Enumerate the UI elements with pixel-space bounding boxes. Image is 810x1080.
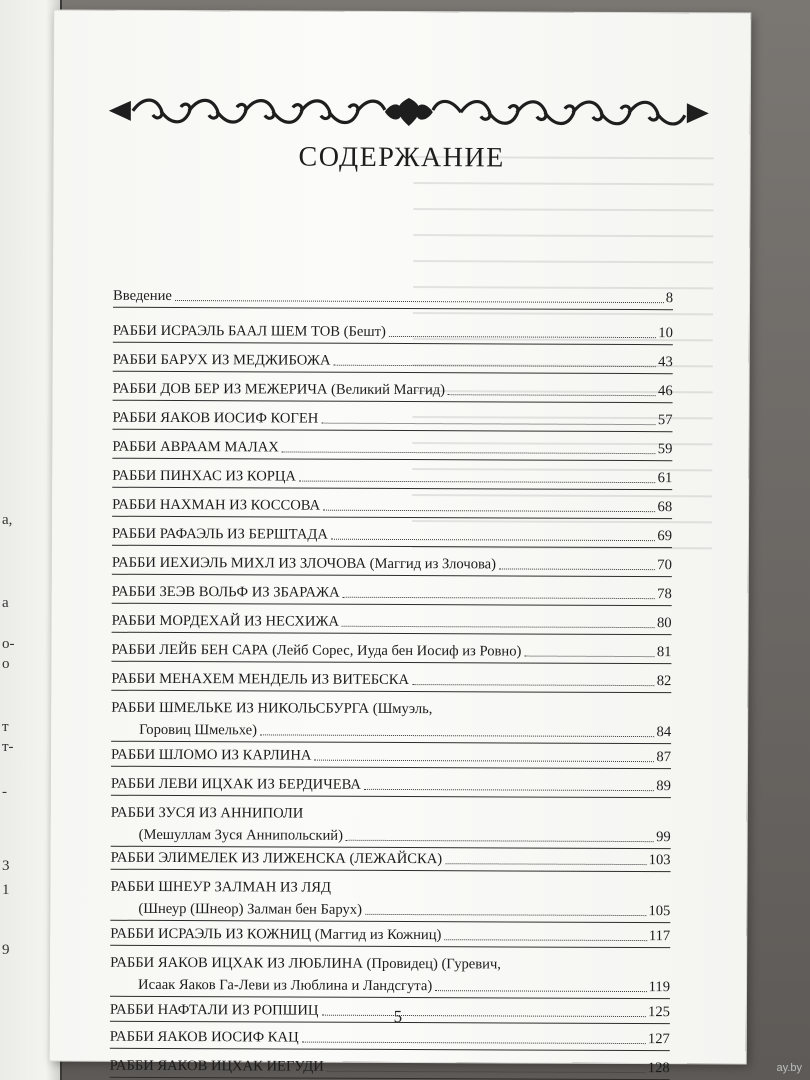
dot-leader (435, 990, 646, 992)
toc-page-number: 70 (657, 557, 672, 574)
entry-underline (112, 574, 672, 577)
toc-entry-title: РАББИ ЛЕВИ ИЦХАК ИЗ БЕРДИЧЕВА (110, 775, 362, 793)
entry-underline (111, 690, 671, 693)
page-number: 5 (393, 1006, 403, 1027)
toc-entry (113, 380, 673, 400)
toc-entry (111, 746, 671, 766)
entry-underline (111, 766, 671, 769)
dot-leader (282, 451, 656, 454)
toc-page-number: 99 (656, 829, 671, 846)
dot-leader (365, 914, 647, 916)
toc-entry-title: РАББИ ЯАКОВ ИОСИФ КАЦ (109, 1028, 299, 1046)
toc-page-number: 87 (656, 749, 672, 766)
left-page-fragment: о (2, 656, 10, 672)
entry-underline (110, 1048, 670, 1051)
toc-entry (110, 954, 670, 996)
toc-page-number: 128 (647, 1060, 670, 1077)
toc-page-number: 69 (657, 528, 673, 545)
toc-entry-subtitle: (Шнеур (Шнеор) Залман бен Барух) (138, 900, 362, 918)
toc-entry (110, 878, 670, 920)
toc-entry-title: РАББИ ДОВ БЕР ИЗ МЕЖЕРИЧА (Великий Маггид) (112, 380, 446, 399)
toc-entry-title: РАББИ ИСРАЭЛЬ БААЛ ШЕМ ТОВ (Бешт) (112, 322, 386, 340)
toc-entry-continuation (111, 721, 671, 741)
toc-page-number: 59 (657, 441, 673, 458)
entry-underline (113, 307, 673, 310)
dot-leader (448, 394, 656, 396)
toc-entry-continuation (111, 826, 671, 846)
toc-entry (112, 467, 672, 487)
dot-leader (524, 656, 655, 658)
toc-entry-title: РАББИ ШЛОМО ИЗ КАРЛИНА (111, 746, 312, 764)
left-page-fragment: о- (2, 636, 15, 652)
dot-leader (321, 423, 656, 425)
dot-leader (260, 734, 655, 737)
dot-leader (445, 863, 647, 865)
toc-entry-title: РАББИ НАФТАЛИ ИЗ РОПШИЦ (109, 1001, 319, 1019)
toc-entry (113, 287, 673, 307)
dot-leader (412, 684, 655, 686)
toc-entry-title: РАББИ ЛЕЙБ БЕН САРА (Лейб Сорес, Иуда бен Иосиф из Ровно) (111, 641, 522, 660)
toc-entry (111, 641, 671, 661)
toc-entry-title: РАББИ РАФАЭЛЬ ИЗ БЕРШТАДА (111, 525, 328, 543)
toc-entry-title: РАББИ ПИНХАС ИЗ КОРЦА (112, 467, 297, 485)
toc-entry (113, 322, 673, 342)
entry-underline (112, 632, 672, 635)
toc-entry (112, 496, 672, 516)
toc-entry-subtitle: Исаак Яаков Га-Леви из Люблина и Ландсгута) (138, 976, 433, 995)
entry-underline (112, 458, 672, 461)
dot-leader (334, 365, 657, 367)
toc-entry (112, 409, 672, 429)
toc-page-number: 125 (648, 1004, 670, 1021)
toc-entry-subtitle: Горовиц Шмельхе) (139, 721, 258, 739)
dot-leader (342, 626, 655, 628)
toc-entry (112, 438, 672, 458)
left-page-fragment: а, (2, 512, 13, 528)
toc-page-number: 46 (658, 383, 673, 400)
toc-entry-continuation (110, 900, 670, 920)
toc-page-number: 127 (647, 1031, 670, 1048)
dot-leader (299, 481, 656, 484)
dot-leader (302, 1042, 646, 1045)
toc-page-number: 43 (658, 354, 673, 371)
toc-entry-title: РАББИ ЯАКОВ ИЦХАК ИЗ ЛЮБЛИНА (Провидец) (Гуревич, (110, 954, 502, 973)
toc-entry-title: РАББИ ЭЛИМЕЛЕК ИЗ ЛИЖЕНСКА (ЛЕЖАЙСКА) (110, 849, 443, 868)
left-page-fragment: 3 (2, 858, 10, 874)
entry-underline (110, 945, 670, 948)
left-page-fragment: - (2, 784, 7, 800)
entry-underline (113, 342, 673, 345)
toc-entry-title: РАББИ ШНЕУР ЗАЛМАН ИЗ ЛЯД (110, 878, 332, 896)
dot-leader (343, 597, 655, 599)
dot-leader (175, 300, 664, 303)
dot-leader (331, 539, 656, 541)
toc-entry (112, 525, 672, 545)
toc-entry-subtitle: (Мешуллам Зуся Аннипольский) (138, 826, 343, 844)
toc-entry (110, 925, 670, 945)
dot-leader (444, 939, 646, 941)
entry-underline (110, 996, 670, 999)
toc-entry (113, 351, 673, 371)
toc-entry-title: РАББИ МЕНАХЕМ МЕНДЕЛЬ ИЗ ВИТЕБСКА (111, 670, 410, 689)
left-page-fragment: 9 (2, 942, 10, 958)
toc-page-number: 78 (657, 586, 672, 603)
toc-entry (111, 849, 671, 869)
entry-underline (112, 545, 672, 548)
toc-entry-continuation (110, 976, 670, 996)
toc-page-number: 57 (657, 412, 673, 429)
toc-entry (112, 583, 672, 603)
page-title: СОДЕРЖАНИЕ (298, 141, 505, 174)
toc-page-number: 119 (648, 979, 671, 996)
entry-underline (112, 487, 672, 490)
toc-entry (111, 804, 671, 846)
dot-leader (314, 760, 654, 762)
entry-underline (111, 869, 671, 872)
toc-page-number: 84 (656, 724, 672, 741)
dot-leader (364, 789, 654, 791)
toc-entry (112, 554, 672, 574)
table-of-contents (110, 279, 673, 1080)
dot-leader (389, 336, 656, 338)
toc-page-number: 103 (648, 852, 671, 869)
left-page-fragment: т (2, 719, 9, 735)
dot-leader (346, 840, 654, 842)
toc-page-number: 8 (665, 290, 674, 307)
watermark: ay.by (776, 1062, 802, 1074)
toc-entry (111, 775, 671, 795)
book-page (50, 10, 751, 1077)
toc-entry-title: РАББИ ЗЕЭВ ВОЛЬФ ИЗ ЗБАРАЖА (111, 583, 340, 601)
dot-leader (327, 1071, 646, 1073)
toc-entry (110, 1028, 670, 1048)
toc-page-number: 10 (658, 325, 673, 342)
toc-entry-title: РАББИ ЯАКОВ ИОСИФ КОГЕН (112, 409, 319, 427)
entry-underline (112, 429, 672, 432)
entry-underline (112, 516, 672, 519)
toc-entry-title: РАББИ ИСРАЭЛЬ ИЗ КОЖНИЦ (Маггид из Кожниц) (110, 925, 442, 944)
toc-page-number: 82 (656, 673, 672, 690)
dot-leader (323, 510, 655, 512)
dot-leader (499, 568, 655, 570)
toc-page-number: 117 (648, 928, 671, 945)
toc-entry-title: РАББИ НАХМАН ИЗ КОССОВА (112, 496, 321, 514)
toc-entry-title: РАББИ БАРУХ ИЗ МЕДЖИБОЖА (112, 351, 331, 369)
toc-page-number: 89 (656, 778, 671, 795)
toc-entry-title: РАББИ МОРДЕХАЙ ИЗ НЕСХИЖА (111, 612, 340, 630)
toc-entry (112, 612, 672, 632)
toc-entry-title: РАББИ АВРААМ МАЛАХ (112, 438, 279, 456)
toc-entry (110, 1057, 670, 1077)
toc-entry-title: РАББИ ЯАКОВ ИЦХАК ИЕГУДИ (109, 1057, 324, 1075)
toc-page-number: 105 (648, 903, 671, 920)
entry-underline (111, 661, 671, 664)
entry-underline (112, 603, 672, 606)
toc-entry-title: РАББИ ЗУСЯ ИЗ АННИПОЛИ (110, 804, 304, 822)
entry-underline (110, 920, 670, 923)
toc-entry (111, 670, 671, 690)
toc-page-number: 81 (656, 644, 672, 661)
toc-page-number: 61 (657, 470, 673, 487)
left-page-fragment: 1 (2, 882, 10, 898)
ornament-divider (109, 93, 709, 132)
entry-underline (111, 741, 671, 744)
toc-page-number: 68 (657, 499, 673, 516)
toc-page-number: 80 (656, 615, 672, 632)
toc-entry (111, 699, 671, 741)
toc-entry-title: РАББИ ШМЕЛЬКЕ ИЗ НИКОЛЬСБУРГА (Шмуэль, (111, 699, 433, 718)
entry-underline (111, 795, 671, 798)
toc-entry-title: РАББИ ИЕХИЭЛЬ МИХЛ ИЗ ЗЛОЧОВА (Маггид из Злочова) (111, 554, 497, 573)
left-page-fragment: т- (2, 739, 14, 755)
left-page-fragment: а (2, 595, 9, 611)
entry-underline (113, 371, 673, 374)
entry-underline (113, 400, 673, 403)
toc-entry-title: Введение (113, 287, 172, 305)
